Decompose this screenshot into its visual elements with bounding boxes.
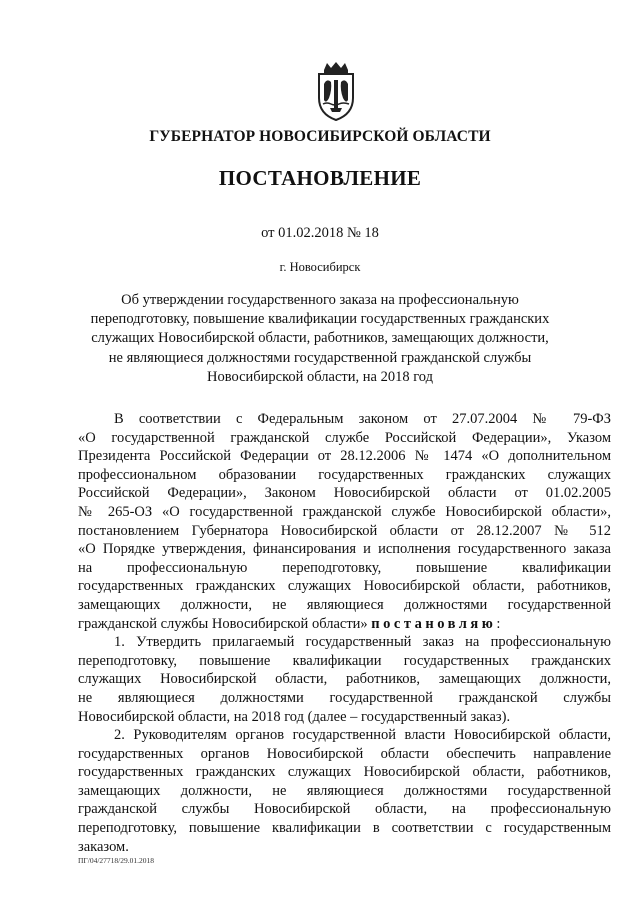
document-registration-code: ПГ/04/27718/29.01.2018 xyxy=(78,856,155,865)
body-line: заказом. xyxy=(78,838,129,855)
document-title xyxy=(80,291,560,387)
date-and-number: от 01.02.2018 № 18 xyxy=(261,225,379,241)
body-line: государственных гражданских служащих Новосибирской области, работников, xyxy=(78,764,611,781)
body-line: 2. Руководителям органов государственной власти Новосибирской области, xyxy=(114,727,611,744)
body-line: замещающих должности, не являющиеся должностями государственной xyxy=(78,782,611,799)
body-line: переподготовку, повышение квалификации в соответствии с государственным xyxy=(78,820,611,837)
body-line: «О государственной гражданской службе Российской Федерации», Указом xyxy=(78,429,611,446)
body-line: государственных гражданских служащих Новосибирской области, работников, xyxy=(78,578,611,595)
title-line: не являющиеся должностями государственной гражданской службы xyxy=(108,349,532,366)
title-line: Новосибирской области, на 2018 год xyxy=(206,368,433,385)
body-line: № 265-ОЗ «О государственной гражданской службе Новосибирской области», xyxy=(78,503,611,520)
body-line: на профессиональную переподготовку, повышение квалификации xyxy=(78,559,611,576)
body-line: переподготовку, повышение квалификации государственных гражданских xyxy=(78,652,611,669)
body-line: «О Порядке утверждения, финансирования и исполнения государственного заказа xyxy=(78,541,611,558)
body-line: Российской Федерации», Законом Новосибирской области от 01.02.2005 xyxy=(78,485,611,502)
coat-of-arms-icon xyxy=(310,60,362,122)
body-line: не являющиеся должностями государственной гражданской службы xyxy=(78,689,611,706)
title-line: служащих Новосибирской области, работников, замещающих должности, xyxy=(91,330,549,347)
body-line: служащих Новосибирской области, работников, замещающих должности, xyxy=(78,671,611,688)
body-line: постановлением Губернатора Новосибирской области от 28.12.2007 № 512 xyxy=(78,522,611,539)
body-line: гражданской службы Новосибирской области, на профессиональную xyxy=(78,801,611,818)
document-type: ПОСТАНОВЛЕНИЕ xyxy=(218,166,422,190)
title-line: переподготовку, повышение квалификации государственных гражданских xyxy=(90,311,550,328)
body-line: профессиональном образовании государственных гражданских служащих xyxy=(78,466,611,483)
decree-word: постановляю xyxy=(371,615,497,632)
document-body xyxy=(78,410,611,856)
body-line-decree xyxy=(78,615,611,634)
body-line: В соответствии с Федеральным законом от 27.07.2004 № 79-ФЗ xyxy=(114,411,611,427)
body-line: государственных органов Новосибирской области обеспечить направление xyxy=(78,745,611,762)
body-line: 1. Утвердить прилагаемый государственный заказ на профессиональную xyxy=(114,634,611,651)
issuing-authority: ГУБЕРНАТОР НОВОСИБИРСКОЙ ОБЛАСТИ xyxy=(149,128,491,145)
title-line: Об утверждении государственного заказа на профессиональную xyxy=(121,292,519,308)
decree-colon: : xyxy=(496,615,501,632)
body-line: Новосибирской области, на 2018 год (далее – государственный заказ). xyxy=(78,708,511,725)
body-line: Президента Российской Федерации от 28.12.2006 № 1474 «О дополнительном xyxy=(78,448,611,465)
body-line-text: гражданской службы Новосибирской области» xyxy=(78,615,368,632)
place-of-issue: г. Новосибирск xyxy=(279,260,361,274)
body-line: замещающих должности, не являющиеся должностями государственной xyxy=(78,596,611,613)
